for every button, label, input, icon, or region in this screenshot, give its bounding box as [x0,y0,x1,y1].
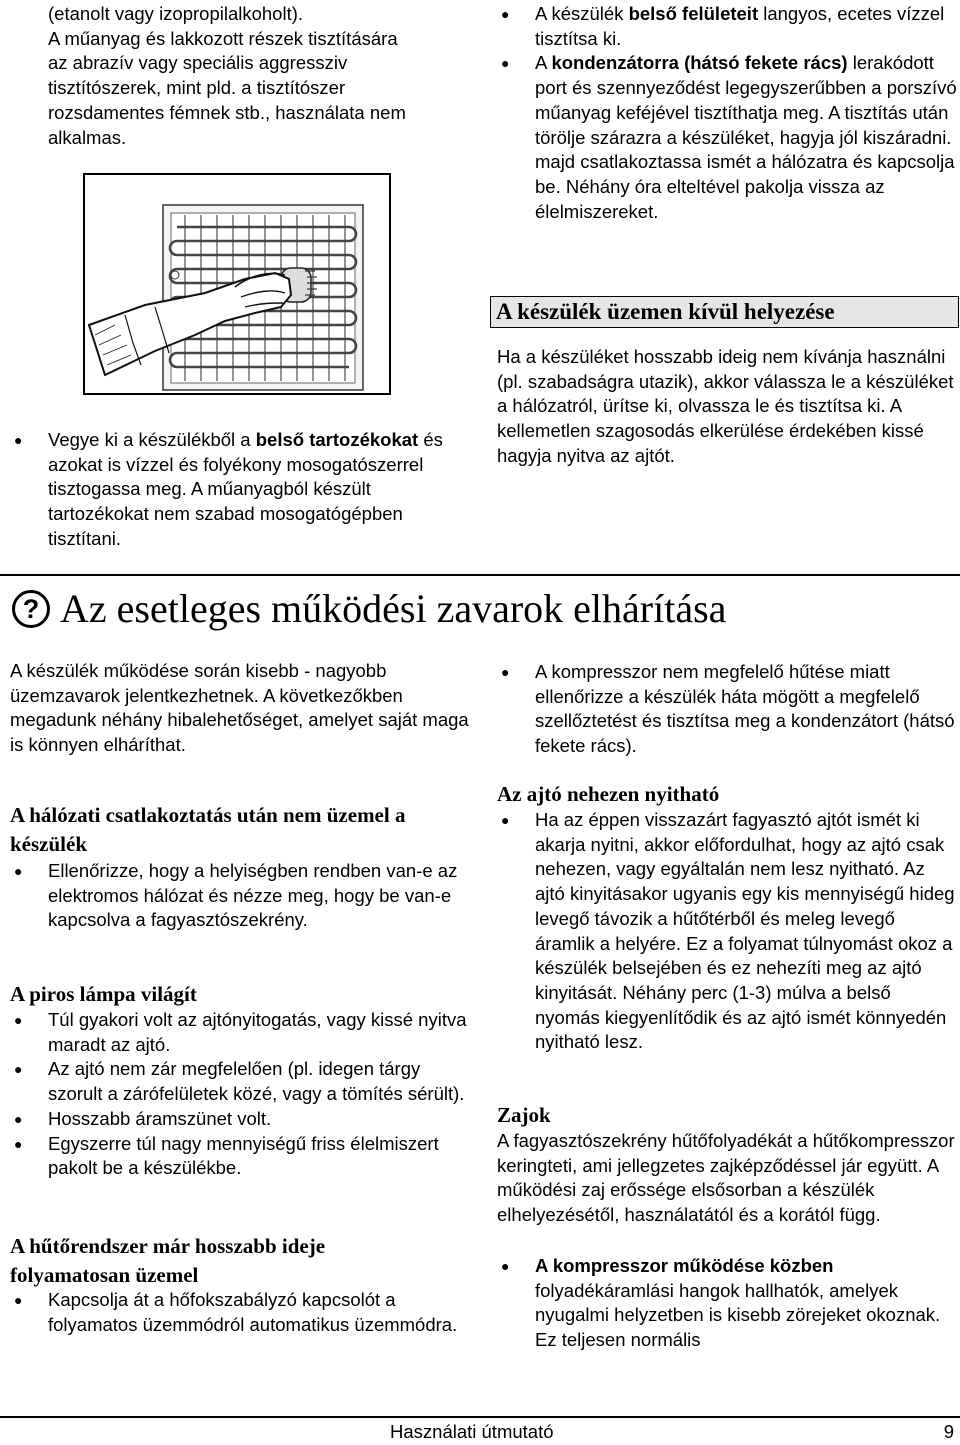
text-line: (etanolt vagy izopropilalkoholt). [48,3,304,24]
door-list [497,808,957,1055]
question-mark-icon: ? [12,590,50,628]
bullet-icon: ● [501,1258,510,1274]
bullet-icon: ● [501,812,510,828]
no-power-list [10,859,470,933]
list-item: ● Egyszerre túl nagy mennyiségű friss élelmiszert pakolt be a készülékbe. [14,1132,439,1179]
page-number: 9 [943,1421,954,1442]
troubleshooting-intro: A készülék működése során kisebb - nagyobb üzemzavarok jelentkezhetnek. A következőkben megadunk néhány hibalehetőséget, amelyet saját maga is könnyen elháríthat. [10,660,469,756]
noise-list [497,1254,957,1353]
text-line: rozsdamentes fémnek stb., használata nem [48,101,406,123]
list-item: ● A készülék belső felületeit langyos, ecetes vízzel tisztítsa ki. [501,3,945,49]
bullet-icon: ● [501,6,510,22]
continuous-run-list [10,1288,470,1337]
list-item: ● Hosszabb áramszünet volt. [10,1107,470,1132]
list-item: ● A kompresszor működése közben folyadékáramlási hangok hallhatók, amelyek nyugalmi helyzetben is kisebb zörejeket okoznak. Ez teljesen normális [501,1255,941,1351]
footer-title: Használati útmutató [390,1421,554,1442]
text-line: tisztítószerek, mint pld. a tisztítószer [48,77,346,99]
bullet-icon: ● [501,664,510,680]
list-item: ● Ellenőrizze, hogy a helyiségben rendben van-e az elektromos hálózat és nézze meg, hogy be van-e kapcsolva a fagyasztószekrény. [14,860,458,931]
list-item: ● Túl gyakori volt az ajtónyitogatás, vagy kissé nyitva maradt az ajtó. [14,1009,467,1055]
list-item: ● Vegye ki a készülékből a belső tartozékokat és azokat is vízzel és folyékony mosogatószerrel tisztogassa meg. A műanyagból készült tartozékokat nem szabad mosogatógépben tisztítani. [14,429,443,549]
bullet-icon: ● [14,1012,23,1028]
out-of-service-heading: A készülék üzemen kívül helyezése [490,296,959,328]
noise-text: A fagyasztószekrény hűtőfolyadékát a hűtőkompresszor keringteti, ami jellegzetes zajképződéssel jár együtt. A működési zaj erőssége elsősorban a készülék elhelyezésétől, használatától és a korától függ. [497,1130,955,1226]
intro-continuation [48,2,468,150]
text-line: alkalmas. [48,126,127,148]
troubleshooting-title: Az esetleges működési zavarok elhárítása [60,586,727,631]
list-item: ● Kapcsolja át a hőfokszabályzó kapcsolót a folyamatos üzemmódról automatikus üzemmódra. [14,1289,458,1335]
out-of-service-text: Ha a készüléket hosszabb ideig nem kívánja használni (pl. szabadságra utazik), akkor válassza le a készüléket a hálózatról, ürítse ki, olvassza le és tisztítsa ki. A kellemetlen szagosodás elkerülése érdekében kissé hagyja nyitva az ajtót. [497,346,954,466]
section-heading-door: Az ajtó nehezen nyitható [497,782,720,806]
bullet-icon: ● [14,1061,23,1078]
section-heading-noise: Zajok [497,1103,551,1127]
bullet-icon: ● [14,1135,23,1152]
section-heading-continuous-run: A hűtőrendszer már hosszabb ideje folyamatosan üzemel [10,1234,326,1287]
condenser-cleaning-illustration [83,173,391,395]
inner-accessories-bullet [10,428,460,552]
bullet-icon: ● [14,432,23,448]
footer-divider [0,1416,960,1418]
list-item: ● A kompresszor nem megfelelő hűtése miatt ellenőrizze a készülék háta mögött a megfelelő szellőztetést és tisztítsa meg a kondenzátort (hátsó fekete rács). [501,661,955,757]
list-item: ● Az ajtó nem zár megfelelően (pl. idegen tárgy szorult a zárófelületek közé, vagy a tömítés sérült). [14,1058,465,1105]
text-line: A műanyag és lakkozott részek tisztítására [48,27,398,49]
list-item: ● A kondenzátorra (hátsó fekete rács) lerakódott port és szennyeződést legegyszerűbben a porszívó műanyag keféjével tisztíthatja meg. A tisztítás után törölje szárazra a készüléket, hagyja jól kiszáradni. majd csatlakoztassa ismét a hálózatra és kapcsolja be. Néhány óra elteltével pakolja vissza az élelmiszereket. [501,52,957,222]
list-item: ● Ha az éppen visszazárt fagyasztó ajtót ismét ki akarja nyitni, akkor előfordulhat, hogy az ajtó csak nehezen, vagy egyáltalán nem lesz nyitható. Az ajtó kinyitásakor ugyanis egy kis mennyiségű hideg levegő távozik a hűtőtérből és meleg levegő áramlik a helyére. Ez a folyamat túlnyomást okoz a készülék belsejében és ez nehezíti meg az ajtó kinyitását. Néhány perc (1-3) múlva a belső nyomás kiegyenlítődik és az ajtó ismét könnyedén nyitható lesz. [501,809,955,1053]
bullet-icon: ● [14,1292,23,1308]
bullet-icon: ● [14,1110,23,1127]
compressor-cooling-list [497,660,957,759]
bullet-icon: ● [14,863,23,879]
bullet-icon: ● [501,55,510,72]
section-divider [0,574,960,576]
section-heading-red-lamp: A piros lámpa világít [10,982,197,1006]
text-line: az abrazív vagy speciális aggressziv [48,52,348,74]
section-heading-no-power: A hálózati csatlakoztatás után nem üzemel a készülék [10,803,406,856]
red-lamp-list [10,1008,470,1181]
condenser-illustration-svg [85,175,389,393]
cleaning-bullets [497,2,957,224]
